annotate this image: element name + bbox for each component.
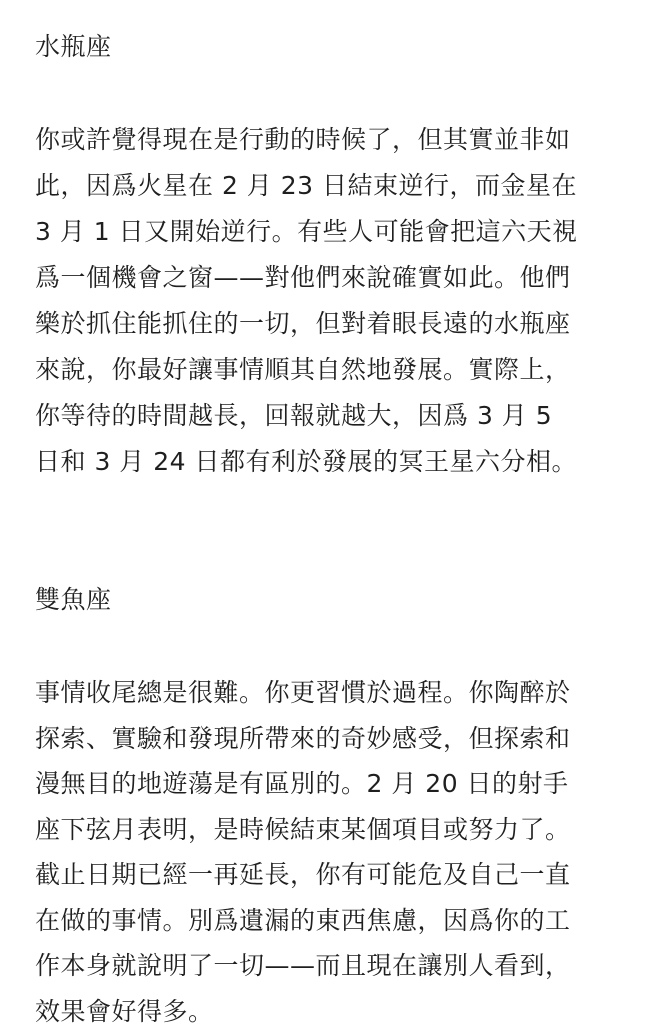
paragraph-line: 你或許覺得現在是行動的時候了，但其實並非如 [35, 117, 635, 163]
paragraph-line: 爲一個機會之窗——對他們來說確實如此。他們 [35, 255, 635, 301]
paragraph-line: 你等待的時間越長，回報就越大，因爲 3 月 5 [35, 393, 635, 439]
paragraph-line: 探索、實驗和發現所帶來的奇妙感受，但探索和 [35, 716, 635, 762]
paragraph-line: 來說，你最好讓事情順其自然地發展。實際上， [35, 347, 635, 393]
paragraph-line: 3 月 1 日又開始逆行。有些人可能會把這六天視 [35, 209, 635, 255]
section-heading: 雙魚座 [35, 580, 635, 620]
paragraph-line: 事情收尾總是很難。你更習慣於過程。你陶醉於 [35, 670, 635, 716]
section-pisces [35, 580, 635, 1034]
paragraph-line: 日和 3 月 24 日都有利於發展的冥王星六分相。 [35, 439, 635, 485]
paragraph-line: 在做的事情。別爲遺漏的東西焦慮，因爲你的工 [35, 898, 635, 944]
paragraph-line: 效果會好得多。 [35, 989, 635, 1034]
paragraph-line: 座下弦月表明，是時候結束某個項目或努力了。 [35, 807, 635, 853]
paragraph-line: 作本身就說明了一切——而且現在讓別人看到， [35, 943, 635, 989]
section-aquarius [35, 27, 635, 485]
paragraph-line: 截止日期已經一再延長，你有可能危及自己一直 [35, 852, 635, 898]
paragraph-line: 此，因爲火星在 2 月 23 日結束逆行，而金星在 [35, 163, 635, 209]
section-paragraph [35, 117, 635, 485]
paragraph-line: 樂於抓住能抓住的一切，但對着眼長遠的水瓶座 [35, 301, 635, 347]
section-paragraph [35, 670, 635, 1034]
section-heading: 水瓶座 [35, 27, 635, 67]
paragraph-line: 漫無目的地遊蕩是有區別的。2 月 20 日的射手 [35, 761, 635, 807]
